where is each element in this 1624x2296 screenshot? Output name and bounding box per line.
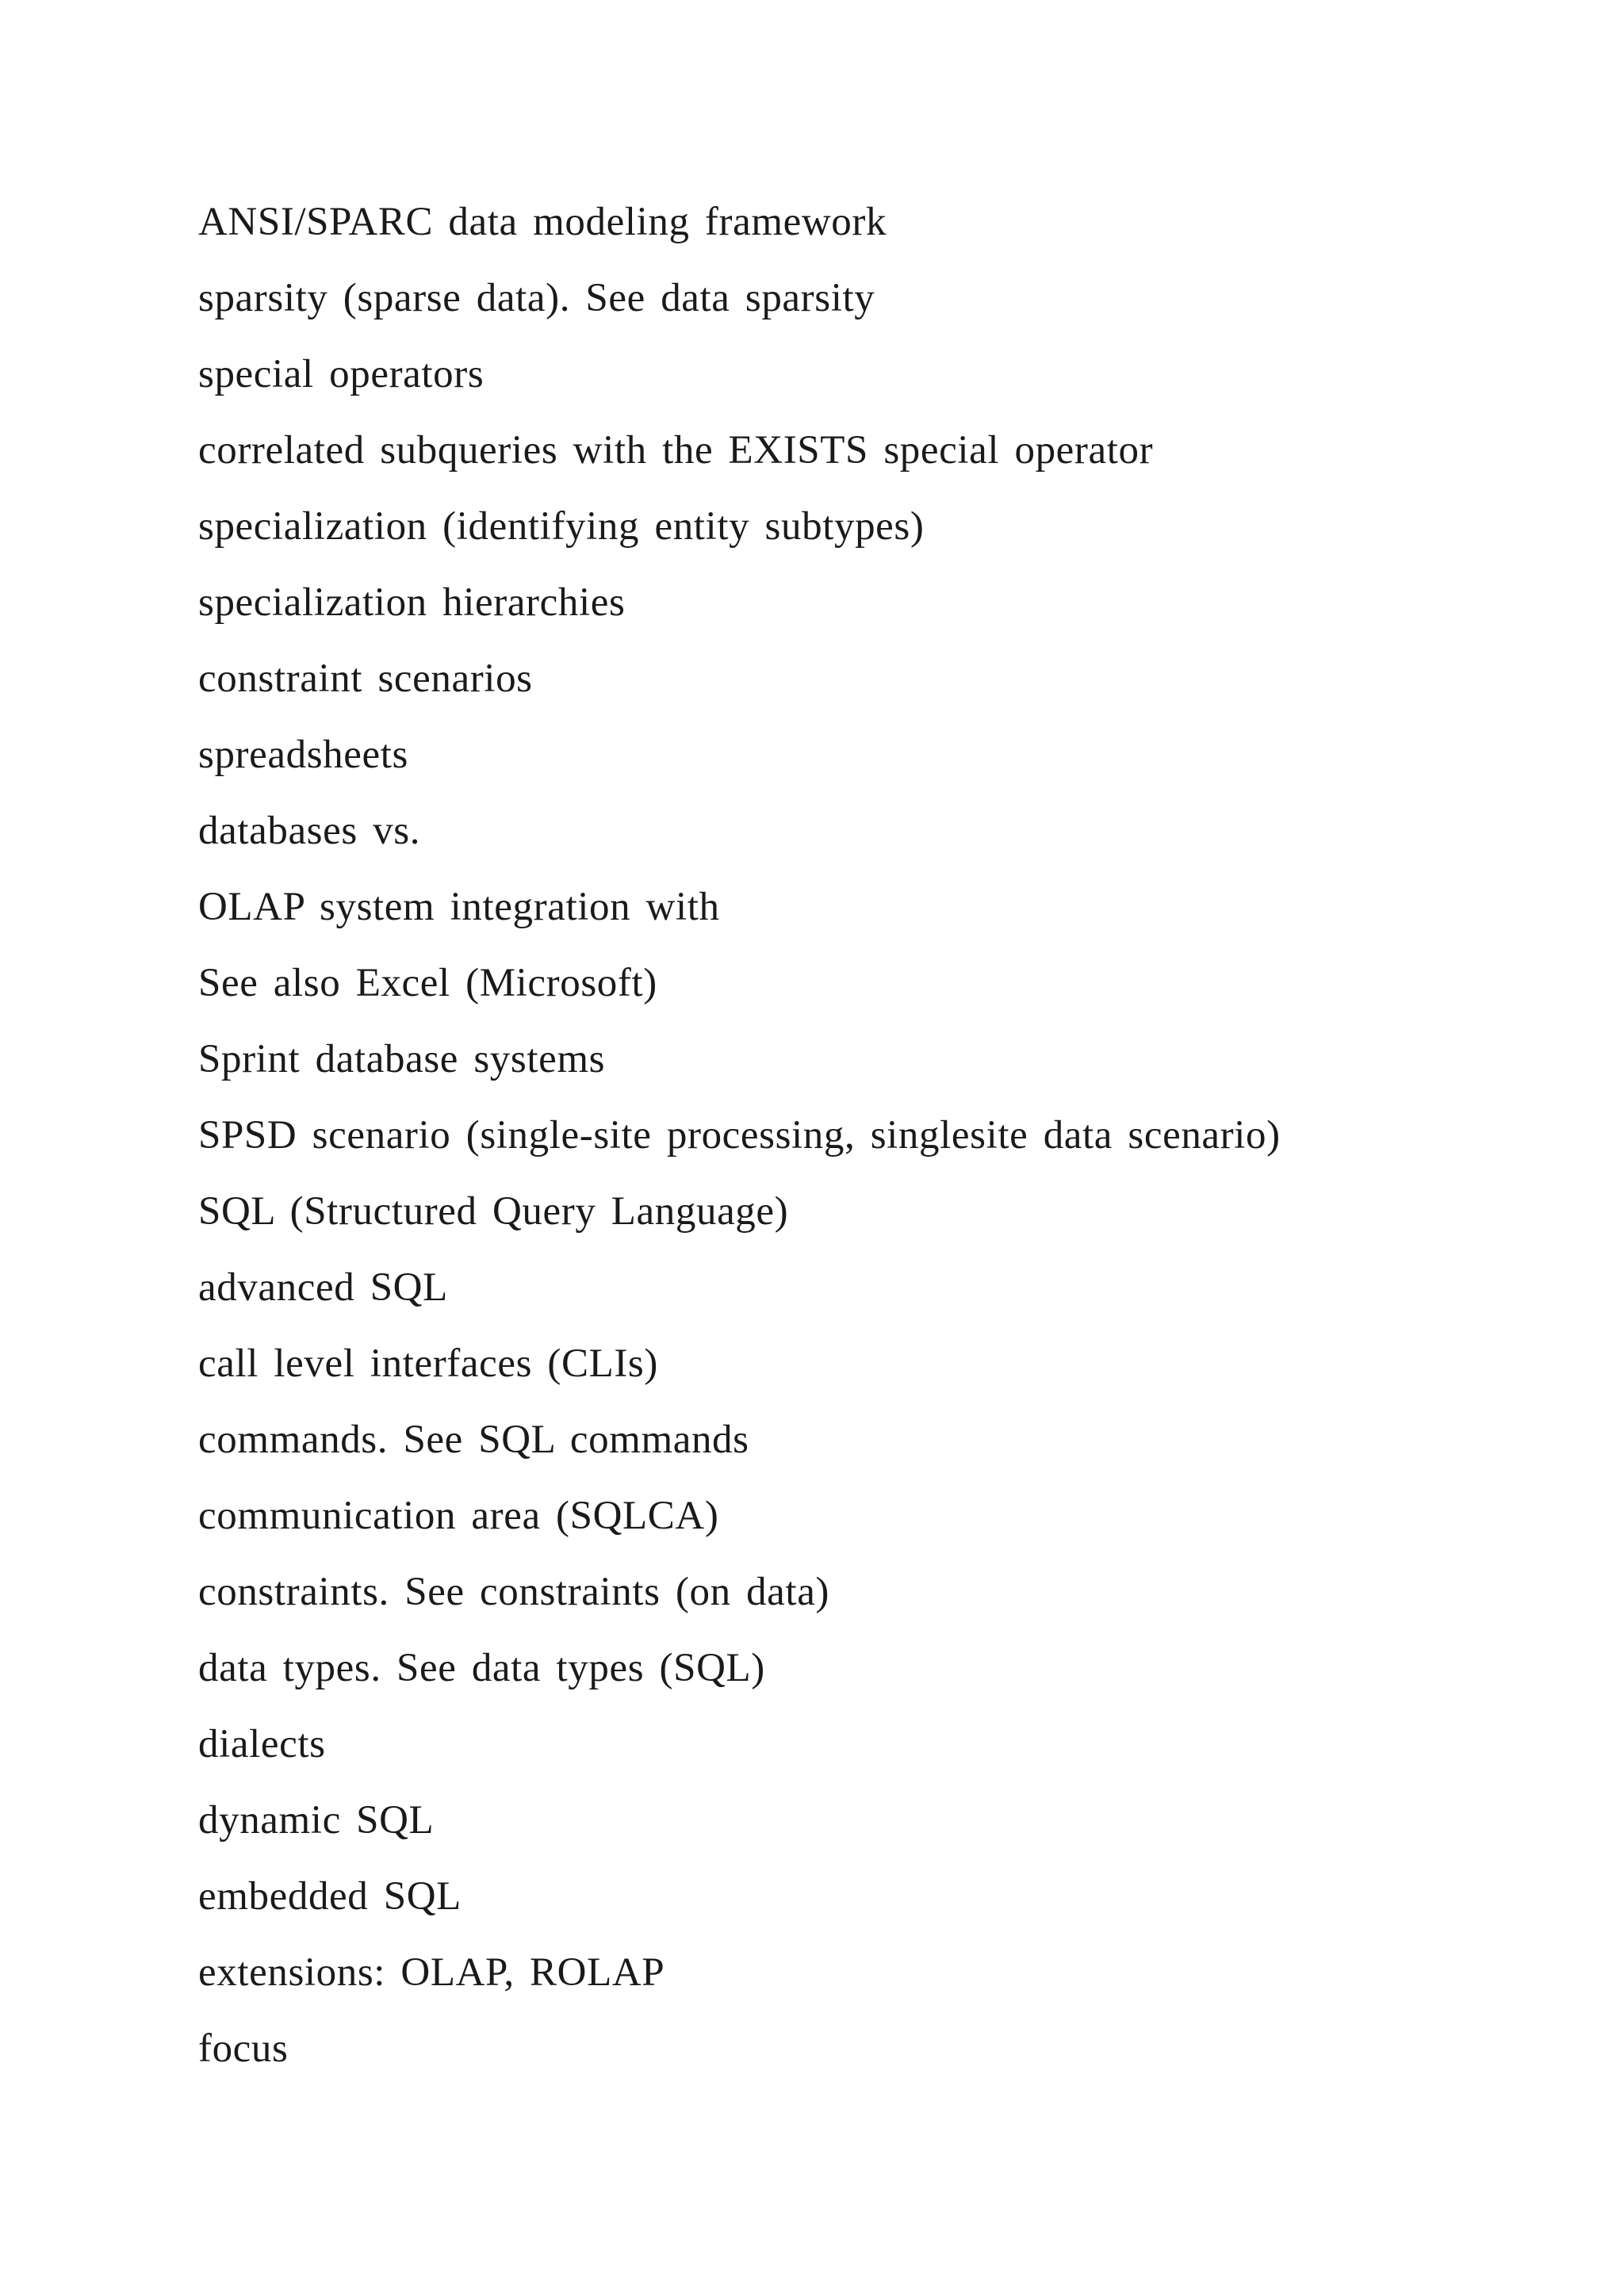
index-entry: communication area (SQLCA) bbox=[198, 1494, 719, 1538]
index-entry: commands. See SQL commands bbox=[198, 1418, 749, 1462]
index-entry: SQL (Structured Query Language) bbox=[198, 1189, 789, 1234]
index-entry: specialization hierarchies bbox=[198, 580, 626, 625]
index-entry: constraint scenarios bbox=[198, 656, 533, 701]
index-entry: specialization (identifying entity subtypes) bbox=[198, 504, 925, 549]
index-entry: embedded SQL bbox=[198, 1874, 462, 1919]
index-entry: databases vs. bbox=[198, 809, 421, 853]
index-entry: SPSD scenario (single-site processing, singlesite data scenario) bbox=[198, 1113, 1281, 1158]
index-entry: See also Excel (Microsoft) bbox=[198, 961, 657, 1005]
index-entry: extensions: OLAP, ROLAP bbox=[198, 1950, 665, 1995]
index-entry: sparsity (sparse data). See data sparsity bbox=[198, 276, 875, 320]
index-entry: focus bbox=[198, 2026, 289, 2071]
index-entry: correlated subqueries with the EXISTS special operator bbox=[198, 428, 1154, 473]
index-entry: advanced SQL bbox=[198, 1265, 448, 1310]
index-entry: Sprint database systems bbox=[198, 1037, 606, 1081]
index-entry: ANSI/SPARC data modeling framework bbox=[198, 200, 887, 244]
index-entry: dialects bbox=[198, 1722, 326, 1766]
index-entry: data types. See data types (SQL) bbox=[198, 1646, 765, 1690]
index-entry: special operators bbox=[198, 352, 485, 396]
index-entry: OLAP system integration with bbox=[198, 885, 720, 929]
index-entry: dynamic SQL bbox=[198, 1798, 435, 1843]
index-entry: call level interfaces (CLIs) bbox=[198, 1341, 658, 1386]
index-entry: constraints. See constraints (on data) bbox=[198, 1570, 830, 1614]
index-entry: spreadsheets bbox=[198, 733, 408, 777]
index-entry-list bbox=[198, 192, 1281, 2095]
